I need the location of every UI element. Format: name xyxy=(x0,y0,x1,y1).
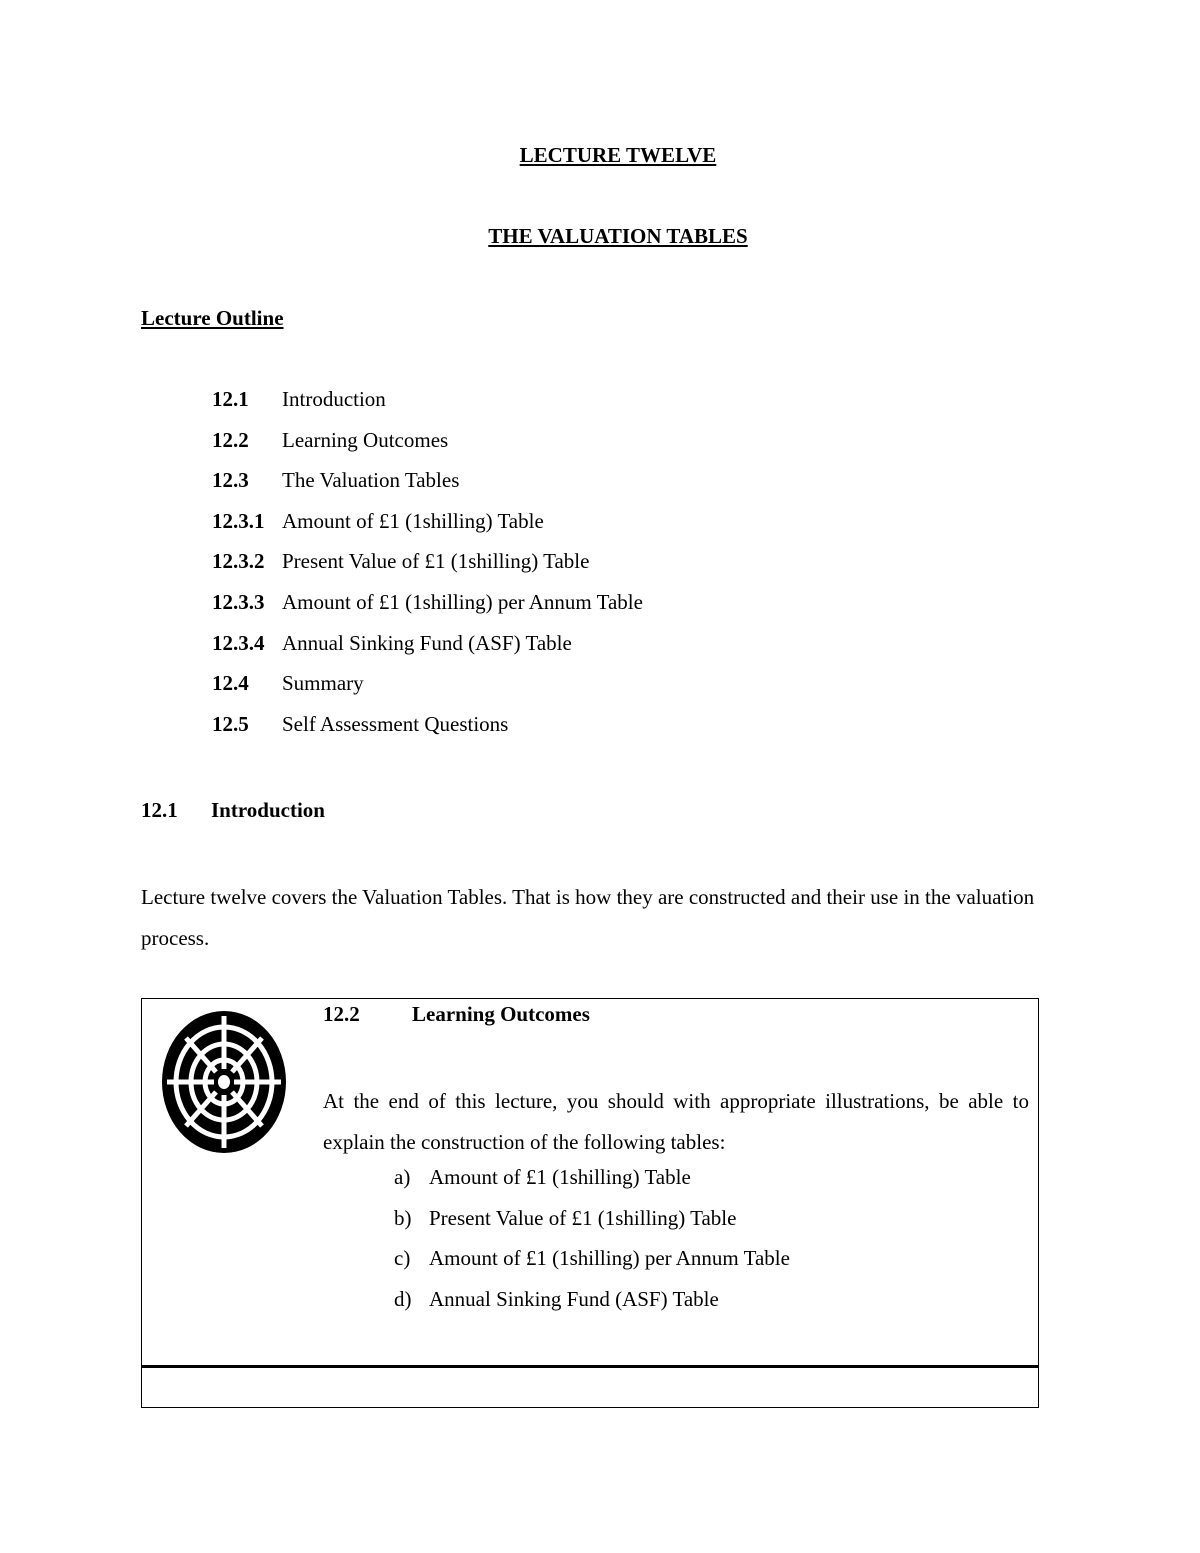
outline-list xyxy=(212,384,643,749)
outline-item-label: Annual Sinking Fund (ASF) Table xyxy=(282,630,572,655)
list-item-label: Amount of £1 (1shilling) Table xyxy=(429,1165,691,1189)
outline-item-number: 12.4 xyxy=(212,671,249,696)
outline-item xyxy=(212,384,643,425)
outline-item-label: The Valuation Tables xyxy=(282,468,460,493)
outline-item-label: Learning Outcomes xyxy=(282,427,449,452)
intro-heading-title: Introduction xyxy=(211,798,325,822)
outline-item-number: 12.3.1 xyxy=(212,508,265,533)
list-item-marker: d) xyxy=(394,1286,412,1311)
outline-item xyxy=(212,546,643,587)
outline-item xyxy=(212,668,643,709)
empty-table-row xyxy=(141,1367,1039,1408)
target-icon xyxy=(162,1011,286,1153)
outline-heading: Lecture Outline xyxy=(141,306,284,330)
outline-item-number: 12.5 xyxy=(212,711,249,736)
list-item xyxy=(394,1243,790,1284)
list-item xyxy=(394,1162,790,1203)
outline-item xyxy=(212,709,643,750)
list-item-label: Annual Sinking Fund (ASF) Table xyxy=(429,1286,719,1311)
outline-item xyxy=(212,465,643,506)
learning-outcomes-heading xyxy=(323,1002,590,1027)
learning-outcomes-number: 12.2 xyxy=(323,1002,360,1026)
outline-item-label: Present Value of £1 (1shilling) Table xyxy=(282,549,590,574)
list-item xyxy=(394,1284,790,1325)
list-item-marker: c) xyxy=(394,1246,411,1270)
learning-outcomes-box xyxy=(141,998,1039,1368)
section-title: THE VALUATION TABLES xyxy=(488,224,748,248)
intro-heading-number: 12.1 xyxy=(141,798,178,822)
outline-item-number: 12.3.2 xyxy=(212,549,265,574)
outline-item-number: 12.1 xyxy=(212,387,249,411)
outline-item-label: Self Assessment Questions xyxy=(282,711,509,736)
outline-item-label: Amount of £1 (1shilling) per Annum Table xyxy=(282,589,643,614)
outline-item-number: 12.3.4 xyxy=(212,630,265,655)
learning-outcomes-paragraph: At the end of this lecture, you should with appropriate illustrations, be able to explain the construction of the following tables: xyxy=(323,1089,1029,1154)
list-item xyxy=(394,1203,790,1244)
outline-item-number: 12.3.3 xyxy=(212,589,265,614)
outline-item-label: Introduction xyxy=(282,387,386,411)
outline-item xyxy=(212,425,643,466)
lecture-title: LECTURE TWELVE xyxy=(519,143,717,167)
outline-item-label: Amount of £1 (1shilling) Table xyxy=(282,508,544,533)
list-item-label: Present Value of £1 (1shilling) Table xyxy=(429,1205,737,1230)
outline-item-label: Summary xyxy=(282,671,364,696)
outline-item-number: 12.2 xyxy=(212,427,249,452)
outline-item xyxy=(212,628,643,669)
outline-item xyxy=(212,587,643,628)
intro-paragraph: Lecture twelve covers the Valuation Tables. That is how they are constructed and their use in the valuation process. xyxy=(141,885,1035,950)
list-item-marker: b) xyxy=(394,1205,412,1230)
learning-outcomes-list xyxy=(394,1162,790,1324)
intro-heading xyxy=(141,798,325,823)
outline-item xyxy=(212,506,643,547)
outline-item-number: 12.3 xyxy=(212,468,249,493)
list-item-marker: a) xyxy=(394,1165,411,1189)
learning-outcomes-title: Learning Outcomes xyxy=(412,1002,590,1026)
list-item-label: Amount of £1 (1shilling) per Annum Table xyxy=(429,1246,790,1270)
